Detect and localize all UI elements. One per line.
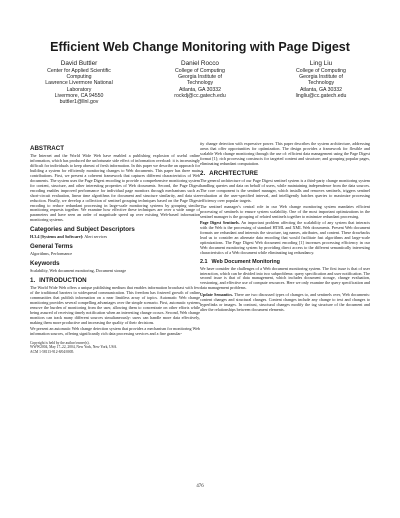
intro-paragraph: The World Wide Web offers a unique publishing medium that enables information broadcast with few of the traditional barriers to widespread communication. This freedom has fostered growth of online communities that publish information on a near limitless array of topics. Automatic Web change monitoring provides several compelling advantages over the simple scenario. First, automatic systems remove the burden of monitoring from the user, allowing them to concentrate on other efforts while being assured of receiving timely notification when an interesting change occurs. Second, Web change monitors can track many different sources simultaneously: users can handle more data effectively, making them more productive and increasing the quality of their decisions. (30, 285, 200, 325)
subsection-heading (200, 259, 370, 265)
left-column (30, 142, 200, 354)
author-affiliation: Computing (66, 74, 92, 81)
author-affiliation: Center for Applied Scientific (47, 68, 111, 74)
intro-heading (30, 277, 200, 284)
author-affiliation: Technology (307, 80, 335, 87)
keywords-heading: Keywords (30, 260, 60, 268)
author-address: Atlanta, GA 30332 (299, 86, 343, 93)
copyright-line: WWW2004, May 17–22, 2004, New York, New York, USA. (30, 345, 118, 350)
section-title: INTRODUCTION (39, 277, 87, 285)
section-number: 2. (200, 169, 206, 177)
architecture-paragraph: The general architecture of our Page Digest sentinel system is a third-party change monitoring system handling queries and data on behalf of users, while maintaining independence from the data sources. The core component is the sentinel manager, which installs and removes sentinels, triggers sentinel evaluation at the user-specified interval, and intelligently batches queries to maximize processing efficiency over popular targets. (200, 177, 370, 203)
page-number: 476 (196, 484, 204, 489)
author-affiliation: Georgia Institute of (299, 74, 343, 81)
update-semantics-paragraph (200, 293, 370, 313)
author-3 (262, 60, 380, 105)
subsection-title: Web Document Monitoring (211, 259, 280, 266)
author-affiliation: Georgia Institute of (178, 74, 222, 81)
author-1 (20, 60, 138, 105)
paper-title: Efficient Web Change Monitoring with Page Digest (50, 40, 350, 54)
monitoring-paragraph: We have consider the challenges of a Web document monitoring system. The first issue is that of user interaction, which can be divided into two subproblems: query specification and user notification. The second issue is that of data management, which includes document storage, change evaluation, versioning, and effective use of compute resources. Here we only examine the query specification and data management problems. (200, 265, 370, 291)
categories-code: H.3.4 [Systems and Software]: (30, 234, 84, 240)
author-affiliation: Laboratory (66, 86, 92, 93)
terms-heading: General Terms (30, 243, 73, 251)
categories-rest: Alert services (83, 234, 108, 240)
run-in-heading: Page Digest Sentinels. (200, 220, 240, 226)
categories-heading: Categories and Subject Descriptors (30, 226, 135, 234)
terms-text: Algorithms, Performance (30, 251, 73, 257)
author-affiliation: Technology (186, 80, 214, 87)
author-affiliation: College of Computing (175, 68, 225, 74)
paragraph-text: There are two discussed types of changes to, and sentinels over, Web documents: content changes and structural changes. Content changes include any change to text and changes to hyperlinks or images. In contrast, structural changes modify the tag structure of the document and alter the relationships between document elements. (200, 291, 370, 312)
author-block (20, 60, 380, 105)
abstract-heading: ABSTRACT (30, 145, 65, 152)
architecture-paragraph: The sentinel manager's central role in our Web change monitoring system mandates efficient processing of sentinels to ensure system scalability. One of the most important optimizations in the sentinel manager is the grouping of related sentinels together to minimize redundant processing. (200, 204, 370, 219)
author-affiliation: College of Computing (296, 68, 346, 74)
page-digest-paragraph (200, 221, 370, 256)
intro-continued-paragraph: ity change detection with expressive power. This paper describes the system architecture, addressing areas that offer opportunities for optimization. The design provides a framework for flexible and scalable Web change monitoring through the use of: efficient data management using the Page Digest format [1]; rich processing constructs for targeted content and structure; and grouping popular pages, eliminating redundant computation. (200, 141, 370, 166)
author-address: Atlanta, GA 30332 (178, 86, 222, 93)
section-number: 1. (30, 277, 36, 285)
run-in-heading: Update Semantics. (200, 291, 234, 297)
intro-paragraph: We present an automatic Web change detection system that provides a mechanism for monitoring Web information sources, offering significantly rich data processing services and a fine granular- (30, 326, 200, 337)
author-affiliation: Lawrence Livermore National (45, 80, 113, 87)
author-2 (141, 60, 259, 105)
author-email: rockdj@cc.gatech.edu (174, 92, 226, 99)
paragraph-text: An important problem affecting the scalability of any system that interacts with the Web is the processing of standard HTML and XML Web documents. Present Web document formats are redundant and intermix the structure, tag names, attributes, and content. These drawbacks lead us to consider an alternate data encoding that would facilitate fast algorithms and large-scale optimizations. The Page Digest Web document encoding [1] increases processing efficiency in our Web document monitoring system by providing direct access to the different semantically interesting characteristics of a Web document while eliminating tag redundancy. (200, 220, 371, 256)
author-name: Ling Liu (309, 60, 333, 67)
copyright-line: ACM 1-58113-912-8/04/0005. (30, 349, 75, 354)
categories-text (30, 235, 200, 240)
author-name: David Buttler (60, 60, 98, 67)
keywords-text: Scalability, Web document monitoring, Document storage (30, 268, 127, 274)
author-email: buttler1@llnl.gov (59, 99, 99, 106)
author-email: lingliu@cc.gatech.edu (295, 92, 347, 99)
author-address: Livermore, CA 94550 (54, 92, 104, 99)
section-title: ARCHITECTURE (209, 169, 258, 177)
author-name: Daniel Rocco (180, 60, 219, 67)
copyright-line: Copyright is held by the author/owner(s). (30, 341, 90, 346)
architecture-heading (200, 170, 370, 177)
right-column (200, 142, 370, 314)
abstract-text: The Internet and the World Wide Web have enabled a publishing explosion of useful online information, which has produced the unfortunate side effect of information overload: it is increasingly difficult for individuals to keep abreast of fresh information. In this paper we describe an approach for building a system for efficiently monitoring changes to Web documents. This paper has three main contributions. First, we present a coherent framework that captures different characteristics of Web documents. The system uses the Page Digest encoding to provide a comprehensive monitoring system for content, structure, and other interesting properties of Web documents. Second, the Page Digest encoding enables improved performance for individual page monitors through mechanisms such as short-circuit evaluation, linear time algorithms for document and structure similarity, and data size reduction. Finally, we develop a collection of sentinel grouping techniques based on the Page Digest encoding to reduce redundant processing in large-scale monitoring systems by grouping similar monitoring requests together. We examine how effective these techniques are over a wide range of parameters and have seen an order of magnitude speed up over existing Web-based information monitoring systems. (30, 153, 200, 223)
subsection-number: 2.1 (200, 259, 208, 266)
copyright-notice (30, 341, 200, 354)
